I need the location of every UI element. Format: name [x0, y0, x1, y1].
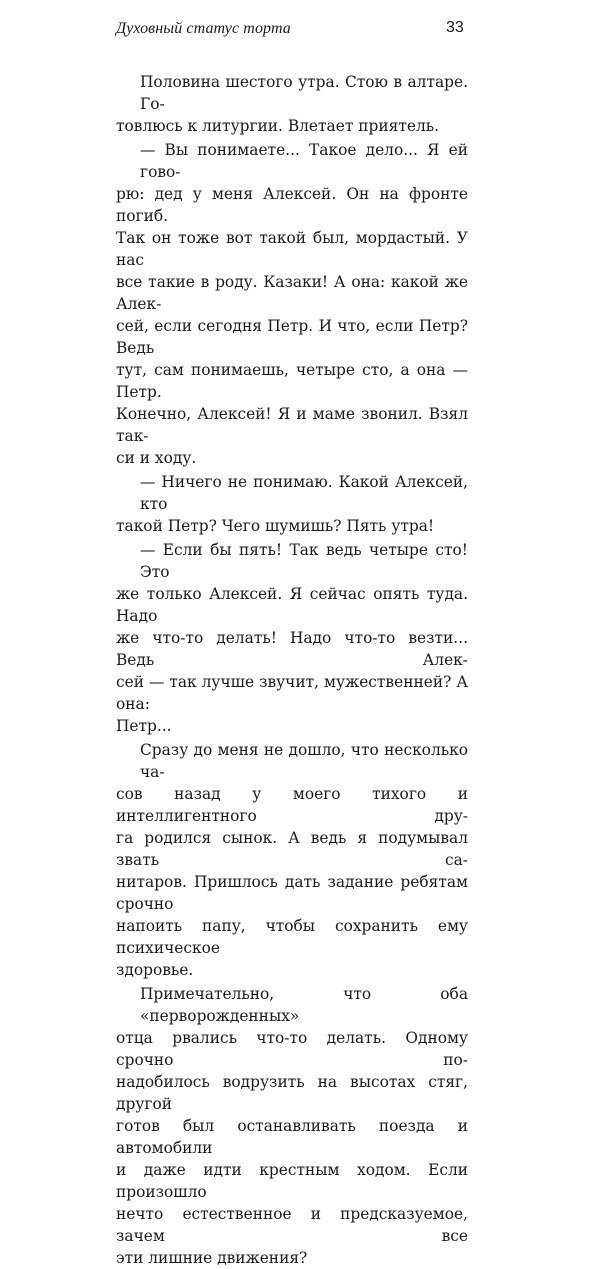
text-line: нечто естественное и предсказуемое, зачем все — [116, 1205, 468, 1245]
text-line: нитаров. Пришлось дать задание ребятам срочно — [116, 873, 468, 913]
text-line: товлюсь к литургии. Влетает приятель. — [116, 117, 439, 135]
text-line: — Если бы пять! Так ведь четыре сто! Это — [140, 541, 468, 581]
text-line: сей, если сегодня Петр. И что, если Петр? Ведь — [116, 317, 468, 357]
paragraph — [116, 139, 468, 469]
text-line: си и ходу. — [116, 449, 197, 467]
text-line: — Вы понимаете... Такое дело... Я ей гово- — [140, 141, 468, 181]
paragraph — [116, 983, 468, 1269]
paragraph — [116, 71, 468, 137]
text-line: и даже идти крестным ходом. Если произошло — [116, 1161, 468, 1201]
text-line: — Ничего не понимаю. Какой Алексей, кто — [140, 473, 468, 513]
text-line: Конечно, Алексей! Я и маме звонил. Взял так- — [116, 405, 468, 445]
text-line: Так он тоже вот такой был, мордастый. У нас — [116, 229, 468, 269]
text-line: Половина шестого утра. Стою в алтаре. Го- — [140, 73, 468, 113]
text-line: готов был останавливать поезда и автомобили — [116, 1117, 468, 1157]
text-line: сов назад у моего тихого и интеллигентного дру- — [116, 785, 468, 825]
page-number: 33 — [446, 19, 464, 36]
text-line: Примечательно, что оба «перворожденных» — [140, 985, 468, 1025]
text-line: такой Петр? Чего шумишь? Пять утра! — [116, 517, 435, 535]
text-line: рю: дед у меня Алексей. Он на фронте погиб. — [116, 185, 468, 225]
text-line: га родился сынок. А ведь я подумывал звать са- — [116, 829, 468, 869]
body-text — [116, 71, 468, 1269]
text-line: напоить папу, чтобы сохранить ему психическое — [116, 917, 468, 957]
text-line: все такие в роду. Казаки! А она: какой же Алек- — [116, 273, 468, 313]
running-title: Духовный статус торта — [116, 20, 291, 37]
text-line: надобилось водрузить на высотах стяг, другой — [116, 1073, 468, 1113]
text-line: сей — так лучше звучит, мужественней? А она: — [116, 673, 468, 713]
text-line: отца рвались что-то делать. Одному срочно по- — [116, 1029, 468, 1069]
text-line: эти лишние движения? — [116, 1249, 308, 1267]
text-line: здоровье. — [116, 961, 194, 979]
paragraph — [116, 471, 468, 537]
paragraph — [116, 539, 468, 737]
text-line: Петр... — [116, 717, 172, 735]
text-line: Сразу до меня не дошло, что несколько ча- — [140, 741, 468, 781]
paragraph — [116, 739, 468, 981]
text-line: же только Алексей. Я сейчас опять туда. Надо — [116, 585, 468, 625]
text-line: тут, сам понимаешь, четыре сто, а она — Петр. — [116, 361, 468, 401]
text-line: же что-то делать! Надо что-то везти... Ведь Алек- — [116, 629, 468, 669]
